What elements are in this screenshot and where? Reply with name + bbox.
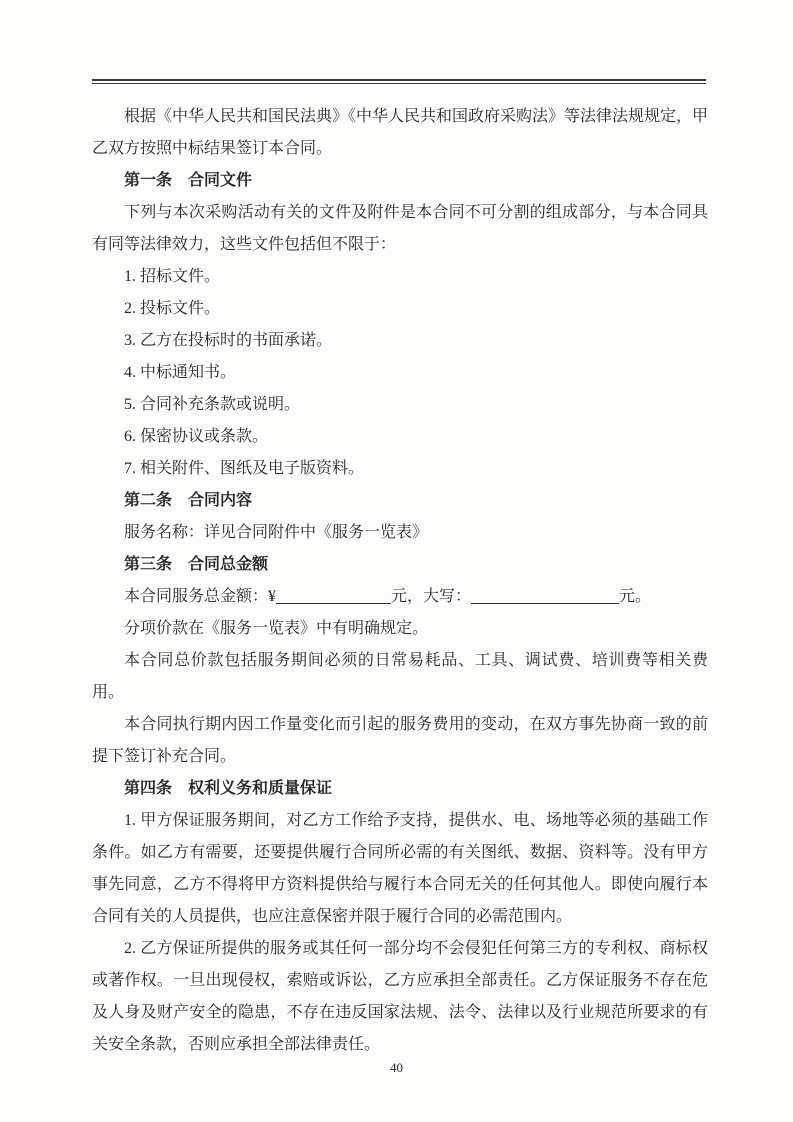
list-item-award-notice: 4. 中标通知书。 [124, 364, 237, 381]
list-item-confidentiality: 6. 保密协议或条款。 [124, 428, 269, 445]
article-1-lead-paragraph: 下列与本次采购活动有关的文件及附件是本合同不可分割的组成部分，与本合同具有同等法律效力，这些文件包括但不限于： [92, 204, 708, 253]
header-divider [92, 79, 706, 84]
list-item-written-commitment: 3. 乙方在投标时的书面承诺。 [124, 332, 333, 349]
price-adjustment-paragraph: 本合同执行期内因工作量变化而引起的服务费用的变动，在双方事先协商一致的前提下签订补充合同。 [92, 716, 708, 765]
clause-party-a-obligations: 1. 甲方保证服务期间，对乙方工作给予支持，提供水、电、场地等必须的基础工作条件。如乙方有需要，还要提供履行合同所必需的有关图纸、数据、资料等。没有甲方事先同意，乙方不得将甲方资料提供给与履行本合同无关的任何其他人。即使向履行本合同有关的人员提供，也应注意保密并限于履行合同的必需范围内。 [92, 812, 708, 925]
page-number: 40 [390, 1060, 403, 1075]
price-inclusions-paragraph: 本合同总价款包括服务期间必须的日常易耗品、工具、调试费、培训费等相关费用。 [92, 652, 708, 701]
intro-paragraph: 根据《中华人民共和国民法典》《中华人民共和国政府采购法》等法律法规规定，甲乙双方按照中标结果签订本合同。 [92, 108, 709, 157]
article-1-heading: 第一条 合同文件 [124, 172, 253, 189]
total-amount-suffix: 元。 [619, 588, 652, 605]
total-amount-unit: 元，大写： [391, 588, 472, 605]
clause-party-b-warranty: 2. 乙方保证所提供的服务或其任何一部分均不会侵犯任何第三方的专利权、商标权或著作权。一旦出现侵权，索赔或诉讼，乙方应承担全部责任。乙方保证服务不存在危及人身及财产安全的隐患，不存在违反国家法规、法令、法律以及行业规范所要求的有关安全条款，否则应承担全部法律责任。 [92, 940, 708, 1053]
list-item-supplementary-terms: 5. 合同补充条款或说明。 [124, 396, 301, 413]
total-amount-line [92, 581, 708, 613]
amount-numeric-blank [276, 588, 391, 604]
header-divider-thin-line [92, 83, 706, 84]
total-amount-prefix: 本合同服务总金额：¥ [124, 588, 277, 605]
header-divider-thick-line [92, 79, 706, 81]
contract-body [92, 101, 708, 1061]
article-3-heading: 第三条 合同总金额 [124, 556, 269, 573]
service-name-line: 服务名称：详见合同附件中《服务一览表》 [124, 524, 429, 541]
article-4-heading: 第四条 权利义务和质量保证 [124, 780, 333, 797]
itemized-price-paragraph: 分项价款在《服务一览表》中有明确规定。 [124, 620, 429, 637]
amount-words-blank [471, 588, 619, 604]
list-item-attachments: 7. 相关附件、图纸及电子版资料。 [124, 460, 365, 477]
list-item-bid-invitation-doc: 1. 招标文件。 [124, 268, 221, 285]
list-item-bid-doc: 2. 投标文件。 [124, 300, 221, 317]
article-2-heading: 第二条 合同内容 [124, 492, 253, 509]
